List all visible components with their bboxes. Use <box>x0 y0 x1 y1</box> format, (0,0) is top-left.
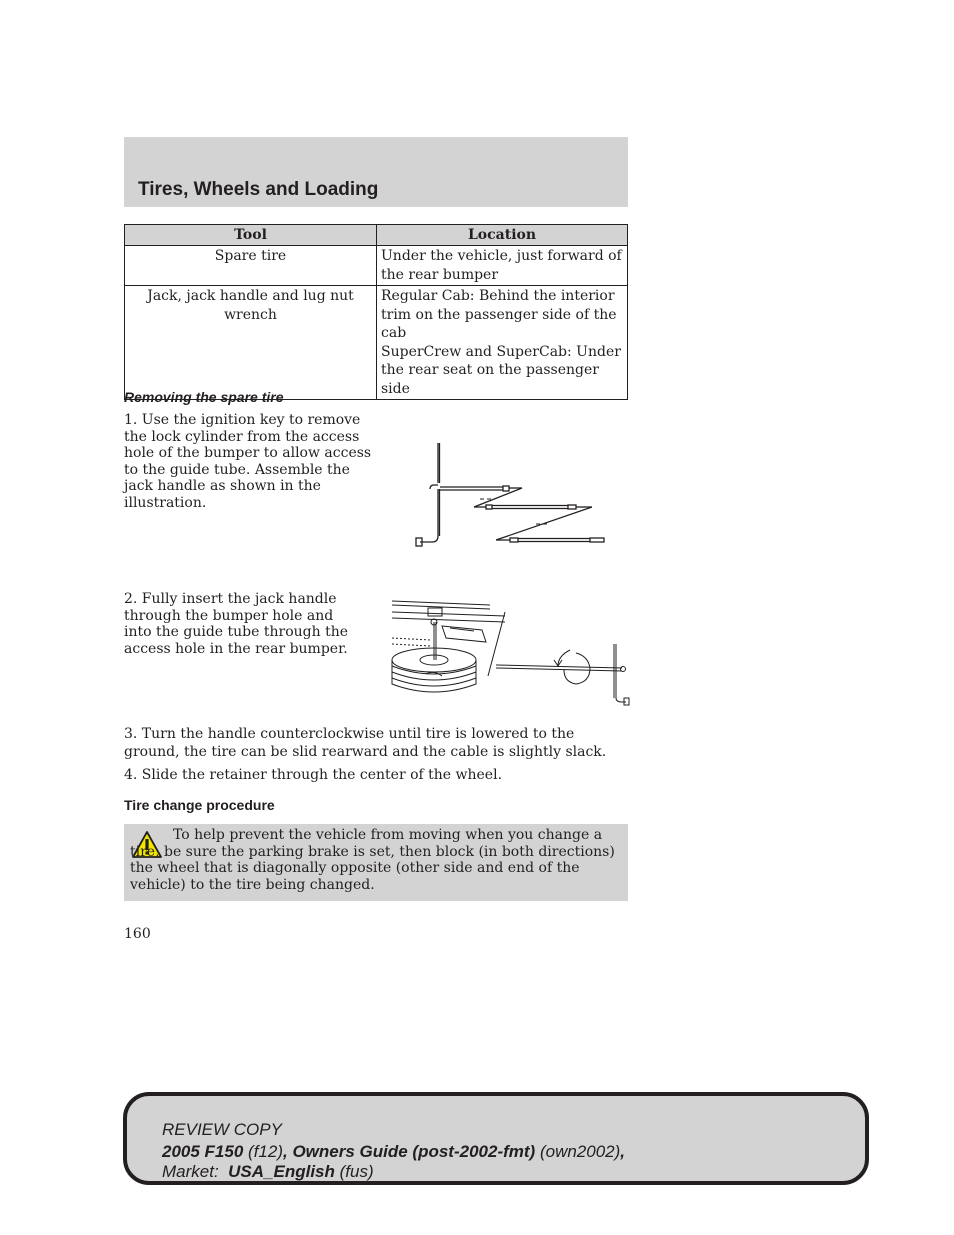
page-number: 160 <box>124 926 151 942</box>
guide-code: (own2002) <box>539 1142 621 1161</box>
jack-handle-assembly-illustration <box>410 438 610 550</box>
section-header-band <box>124 137 628 207</box>
review-copy-label: REVIEW COPY <box>162 1120 282 1139</box>
column-header-tool: Tool <box>125 225 377 246</box>
location-text: SuperCrew and SuperCab: Under the rear seat on the passenger side <box>381 343 621 397</box>
table-row <box>125 286 628 400</box>
model-name: 2005 F150 <box>162 1142 244 1161</box>
tool-cell: Jack, jack handle and lug nut wrench <box>125 286 377 400</box>
step-1-text: 1. Use the ignition key to remove the lock cylinder from the access hole of the bumper to allow access to the guide tube. Assemble the jack handle as shown in the illustration. <box>124 412 372 511</box>
warning-box <box>124 824 628 901</box>
market-code: (fus) <box>339 1162 374 1181</box>
market-label: Market: <box>162 1162 219 1181</box>
table-row <box>125 246 628 286</box>
market-name: USA_English <box>228 1162 335 1181</box>
separator: , <box>620 1142 626 1161</box>
warning-text: To help prevent the vehicle from moving when you change a tire, be sure the parking brake is set, then block (in both directions) the wheel that is diagonally opposite (other side and end of the vehicle) to the tire being changed. <box>130 827 615 893</box>
tool-cell: Spare tire <box>125 246 377 286</box>
column-header-location: Location <box>377 225 628 246</box>
location-cell <box>377 286 628 400</box>
document-info-line <box>162 1142 625 1162</box>
location-cell <box>377 246 628 286</box>
market-line <box>162 1162 374 1182</box>
location-text: Under the vehicle, just forward of the rear bumper <box>381 248 622 283</box>
step-3-text: 3. Turn the handle counterclockwise until tire is lowered to the ground, the tire can be slid rearward and the cable is slightly slack. <box>124 726 607 760</box>
review-copy-footer <box>123 1092 869 1185</box>
separator: , <box>283 1142 293 1161</box>
model-code: (f12) <box>248 1142 283 1161</box>
guide-name: Owners Guide (post-2002-fmt) <box>292 1142 536 1161</box>
removing-spare-heading: Removing the spare tire <box>124 389 284 405</box>
location-text: Regular Cab: Behind the interior trim on the passenger side of the cab <box>381 288 617 341</box>
tool-location-table <box>124 224 628 400</box>
step-2-text: 2. Fully insert the jack handle through the bumper hole and into the guide tube through the access hole in the rear bumper. <box>124 591 349 657</box>
step-4-text: 4. Slide the retainer through the center of the wheel. <box>124 767 503 783</box>
tire-change-heading: Tire change procedure <box>124 797 275 813</box>
spare-tire-lowering-illustration <box>390 598 630 708</box>
section-title: Tires, Wheels and Loading <box>138 179 379 200</box>
table-header-row <box>125 225 628 246</box>
